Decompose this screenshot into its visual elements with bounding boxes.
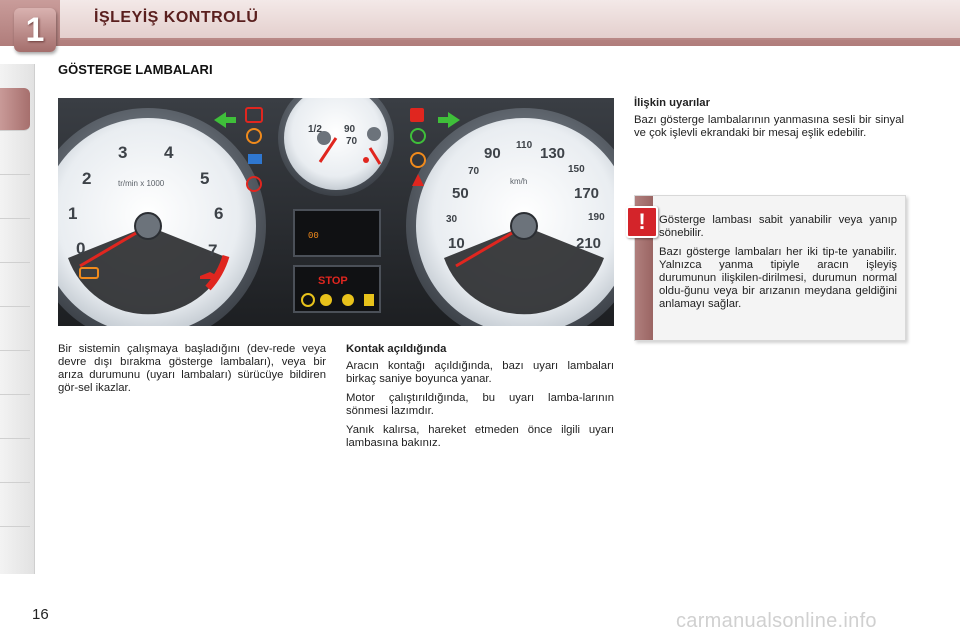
seat-icon bbox=[364, 294, 374, 306]
speed-label-110: 110 bbox=[516, 140, 533, 151]
tach-label-0: 0 bbox=[76, 239, 86, 258]
speed-label-130: 130 bbox=[540, 145, 566, 162]
instrument-cluster-image bbox=[58, 98, 614, 326]
high-beam-icon bbox=[248, 154, 262, 164]
airbag-icon bbox=[320, 294, 332, 306]
speed-label-150: 150 bbox=[568, 164, 585, 175]
warning-note-paragraph-2: Bazı gösterge lambaları her iki tip-te yanabilir. Yalnızca yanma tipiyle aracın işleyiş durumunun ilişkilen-dirilmesi, durumun normal oldu-ğunu veya bir arızanın meydana geldiğini anlamayı sağlar. bbox=[659, 246, 897, 310]
warning-note-box bbox=[634, 195, 906, 341]
side-tab[interactable] bbox=[0, 220, 30, 263]
speed-label-190: 190 bbox=[588, 212, 605, 223]
tach-unit: tr/min x 1000 bbox=[118, 179, 165, 188]
chapter-number: 1 bbox=[25, 10, 45, 49]
related-warnings-heading: İlişkin uyarılar bbox=[634, 97, 710, 109]
related-warnings-section bbox=[634, 97, 904, 146]
fuel-half-label: 1/2 bbox=[308, 124, 322, 135]
temp-70-label: 70 bbox=[346, 136, 358, 147]
dashboard-illustration bbox=[58, 98, 614, 326]
speed-label-10: 10 bbox=[448, 235, 465, 252]
ignition-paragraph-1: Aracın kontağı açıldığında, bazı uyarı lambaları birkaç saniye boyunca yanar. bbox=[346, 360, 614, 385]
warning-note-paragraph-1: Gösterge lambası sabit yanabilir veya yanıp sönebilir. bbox=[659, 214, 897, 239]
ignition-paragraph-3: Yanık kalırsa, hareket etmeden önce ilgili uyarı lambasına bakınız. bbox=[346, 424, 614, 449]
rear-defrost-icon bbox=[410, 108, 424, 122]
side-tab[interactable] bbox=[0, 484, 30, 527]
side-tab[interactable] bbox=[0, 176, 30, 219]
watermark: carmanualsonline.info bbox=[676, 610, 877, 632]
side-tab[interactable] bbox=[0, 396, 30, 439]
speed-unit: km/h bbox=[510, 177, 528, 186]
speed-label-210: 210 bbox=[576, 235, 602, 252]
side-tab[interactable] bbox=[0, 132, 30, 175]
speed-label-30: 30 bbox=[446, 214, 458, 225]
section-title: GÖSTERGE LAMBALARI bbox=[58, 62, 213, 77]
speed-label-90: 90 bbox=[484, 145, 501, 162]
display-readout: 00 bbox=[308, 231, 319, 241]
ignition-paragraph-2: Motor çalıştırıldığında, bu uyarı lamba-larının sönmesi lazımdır. bbox=[346, 392, 614, 417]
tach-label-5: 5 bbox=[200, 169, 210, 188]
side-tab[interactable] bbox=[0, 308, 30, 351]
speed-label-70: 70 bbox=[468, 166, 480, 177]
intro-text-block bbox=[58, 343, 326, 401]
tach-label-7: 7 bbox=[208, 241, 218, 260]
chapter-title: İŞLEYİŞ KONTROLÜ bbox=[94, 9, 259, 26]
side-tab[interactable] bbox=[0, 440, 30, 483]
tach-label-1: 1 bbox=[68, 204, 78, 223]
temp-90-label: 90 bbox=[344, 124, 356, 135]
side-tab[interactable] bbox=[0, 264, 30, 307]
passenger-airbag-icon bbox=[342, 294, 354, 306]
tach-label-6: 6 bbox=[214, 204, 224, 223]
ignition-section bbox=[346, 343, 614, 456]
side-tab-active[interactable] bbox=[0, 88, 30, 131]
chapter-tab[interactable] bbox=[14, 8, 56, 52]
exclamation-warning-icon: ! bbox=[626, 206, 658, 238]
tach-label-2: 2 bbox=[82, 169, 92, 188]
stop-warning-label: STOP bbox=[318, 275, 348, 287]
speed-label-170: 170 bbox=[574, 185, 600, 202]
side-tab[interactable] bbox=[0, 352, 30, 395]
intro-paragraph: Bir sistemin çalışmaya başladığını (dev-rede veya devre dışı bırakma gösterge lambaları), veya bir arıza durumunu (uyarı lambaları) sürücüye bildiren gör-sel ikazlar. bbox=[58, 343, 326, 394]
ignition-heading: Kontak açıldığında bbox=[346, 343, 447, 355]
warning-note-text bbox=[659, 214, 897, 317]
tach-label-4: 4 bbox=[164, 143, 174, 162]
page-number: 16 bbox=[32, 606, 49, 623]
tach-label-3: 3 bbox=[118, 143, 128, 162]
related-warnings-paragraph: Bazı gösterge lambalarının yanmasına sesli bir sinyal ve çok işlevli ekrandaki bir mesaj eşlik edebilir. bbox=[634, 114, 904, 139]
side-tab-strip bbox=[0, 64, 35, 574]
speed-label-50: 50 bbox=[452, 185, 469, 202]
